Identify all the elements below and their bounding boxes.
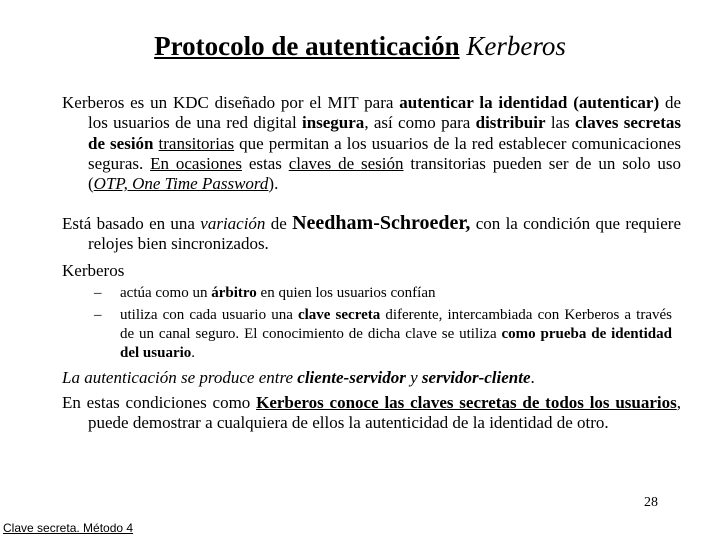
- text-run: Kerberos es un KDC diseñado por el MIT para: [62, 93, 400, 112]
- title-main: Protocolo de autenticación: [154, 31, 460, 61]
- text-run: distribuir: [475, 113, 546, 133]
- paragraph-definition: [62, 93, 681, 194]
- text-run: En estas condiciones como: [62, 393, 257, 412]
- paragraph-condiciones: [62, 393, 681, 434]
- paragraph-needham-schroeder: [62, 213, 681, 255]
- text-run: con la condición que requiere relojes bien sincronizados.: [88, 214, 682, 254]
- text-run: Está basado en una: [62, 214, 201, 233]
- footer-link[interactable]: Clave secreta. Método 4: [3, 521, 134, 535]
- text-run: y: [405, 368, 422, 387]
- text-run: ).: [268, 174, 279, 194]
- list-item-clave-secreta: [94, 306, 672, 363]
- text-run: de: [265, 214, 293, 233]
- text-run: transitorias pueden ser de un solo uso (: [88, 153, 682, 194]
- text-run: Needham-Schroeder,: [292, 212, 471, 234]
- slide-title: [0, 30, 720, 62]
- text-run: cliente-servidor: [297, 368, 406, 387]
- text-run: en quien los usuarios confían: [256, 285, 436, 301]
- text-run: transitorias: [158, 133, 235, 153]
- text-run: , así como para: [364, 113, 476, 133]
- text-run: OTP, One Time Password: [93, 174, 269, 194]
- text-run: claves secretas de sesión: [88, 113, 681, 153]
- text-run: La autenticación se produce entre: [62, 368, 298, 387]
- text-run: clave secreta: [297, 307, 381, 323]
- list-item-arbitro: [94, 284, 672, 303]
- text-run: diferente, intercambiada con Kerberos a través de un canal seguro. El conocimiento de dicha clave se utiliza: [120, 307, 672, 342]
- text-run: autenticar la identidad (autenticar): [399, 93, 660, 112]
- text-run: variación: [200, 214, 266, 233]
- text-run: de los usuarios de una red digital: [88, 93, 681, 133]
- text-run: , puede demostrar a cualquiera de ellos la autenticidad de la identidad de otro.: [88, 393, 681, 433]
- text-run: actúa como un: [120, 285, 212, 301]
- text-run: En ocasiones: [150, 153, 242, 173]
- text-run: insegura: [301, 113, 365, 133]
- text-run: utiliza con cada usuario una: [120, 307, 298, 323]
- dash-bullet: –: [94, 307, 102, 323]
- text-run: claves de sesión: [288, 153, 404, 173]
- text-run: árbitro: [211, 285, 257, 301]
- paragraph-kerberos-label: Kerberos: [62, 261, 125, 280]
- text-run: .: [191, 345, 196, 361]
- paragraph-autenticacion: [62, 368, 681, 388]
- dash-bullet: –: [94, 285, 102, 301]
- title-kerberos: Kerberos: [466, 31, 566, 61]
- text-run: .: [530, 368, 535, 387]
- text-run: servidor-cliente: [421, 368, 531, 387]
- text-run: las: [545, 113, 575, 133]
- page-number: 28: [644, 495, 658, 510]
- text-run: como prueba de identidad del usuario: [120, 326, 672, 361]
- text-run: que permitan a los usuarios de la red establecer comunicaciones seguras.: [88, 133, 681, 173]
- text-run: Kerberos conoce las claves secretas de todos los usuarios: [256, 393, 677, 412]
- text-run: estas: [241, 153, 289, 173]
